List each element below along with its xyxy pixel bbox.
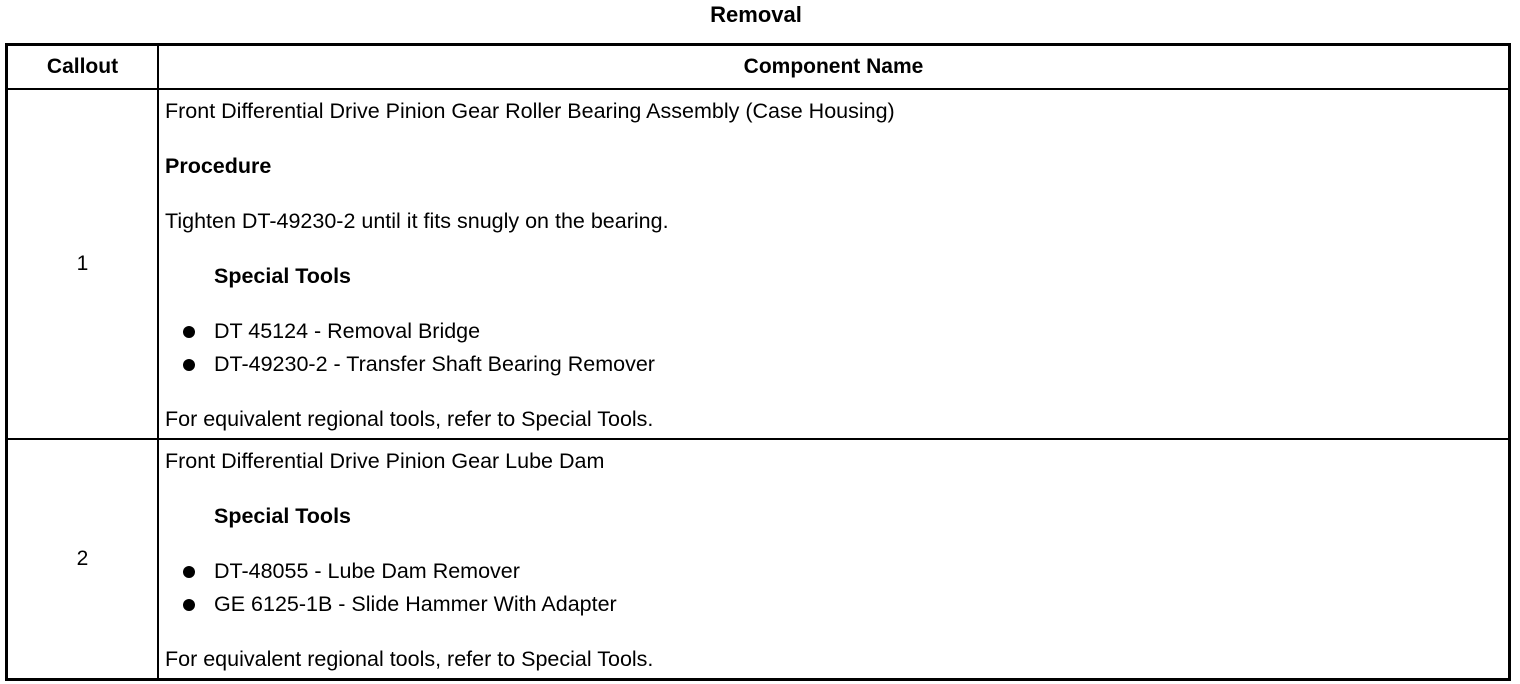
tool-label: DT-49230-2 - Transfer Shaft Bearing Remover xyxy=(214,352,655,376)
page-title: Removal xyxy=(710,2,802,27)
component-cell xyxy=(159,90,1508,438)
list-item xyxy=(165,558,653,591)
list-item xyxy=(165,318,895,351)
special-tools-list xyxy=(165,318,895,384)
callout-column-header: Callout xyxy=(8,46,159,88)
list-item xyxy=(165,591,653,624)
bullet-icon xyxy=(183,566,195,578)
bullet-icon xyxy=(183,359,195,371)
table-row xyxy=(8,440,1508,678)
special-tools-heading: Special Tools xyxy=(214,264,351,288)
component-cell xyxy=(159,440,1508,678)
component-name: Front Differential Drive Pinion Gear Roller Bearing Assembly (Case Housing) xyxy=(165,99,895,123)
special-tools-heading: Special Tools xyxy=(214,504,351,528)
components-table xyxy=(5,43,1511,681)
special-tools-list xyxy=(165,558,653,624)
tool-label: DT 45124 - Removal Bridge xyxy=(214,319,481,343)
tool-label: GE 6125-1B - Slide Hammer With Adapter xyxy=(214,592,617,616)
bullet-icon xyxy=(183,326,195,338)
regional-tools-note: For equivalent regional tools, refer to Special Tools. xyxy=(165,407,654,431)
regional-tools-note: For equivalent regional tools, refer to Special Tools. xyxy=(165,647,654,671)
component-name: Front Differential Drive Pinion Gear Lube Dam xyxy=(165,449,605,473)
callout-cell: 1 xyxy=(8,90,159,438)
component-name-column-header: Component Name xyxy=(743,55,924,78)
tool-label: DT-48055 - Lube Dam Remover xyxy=(214,559,520,583)
procedure-heading: Procedure xyxy=(165,154,272,178)
callout-cell: 2 xyxy=(8,440,159,678)
bullet-icon xyxy=(183,599,195,611)
procedure-text: Tighten DT-49230-2 until it fits snugly on the bearing. xyxy=(165,209,669,233)
list-item xyxy=(165,351,895,384)
table-row xyxy=(8,90,1508,440)
table-header-row xyxy=(8,46,1508,90)
